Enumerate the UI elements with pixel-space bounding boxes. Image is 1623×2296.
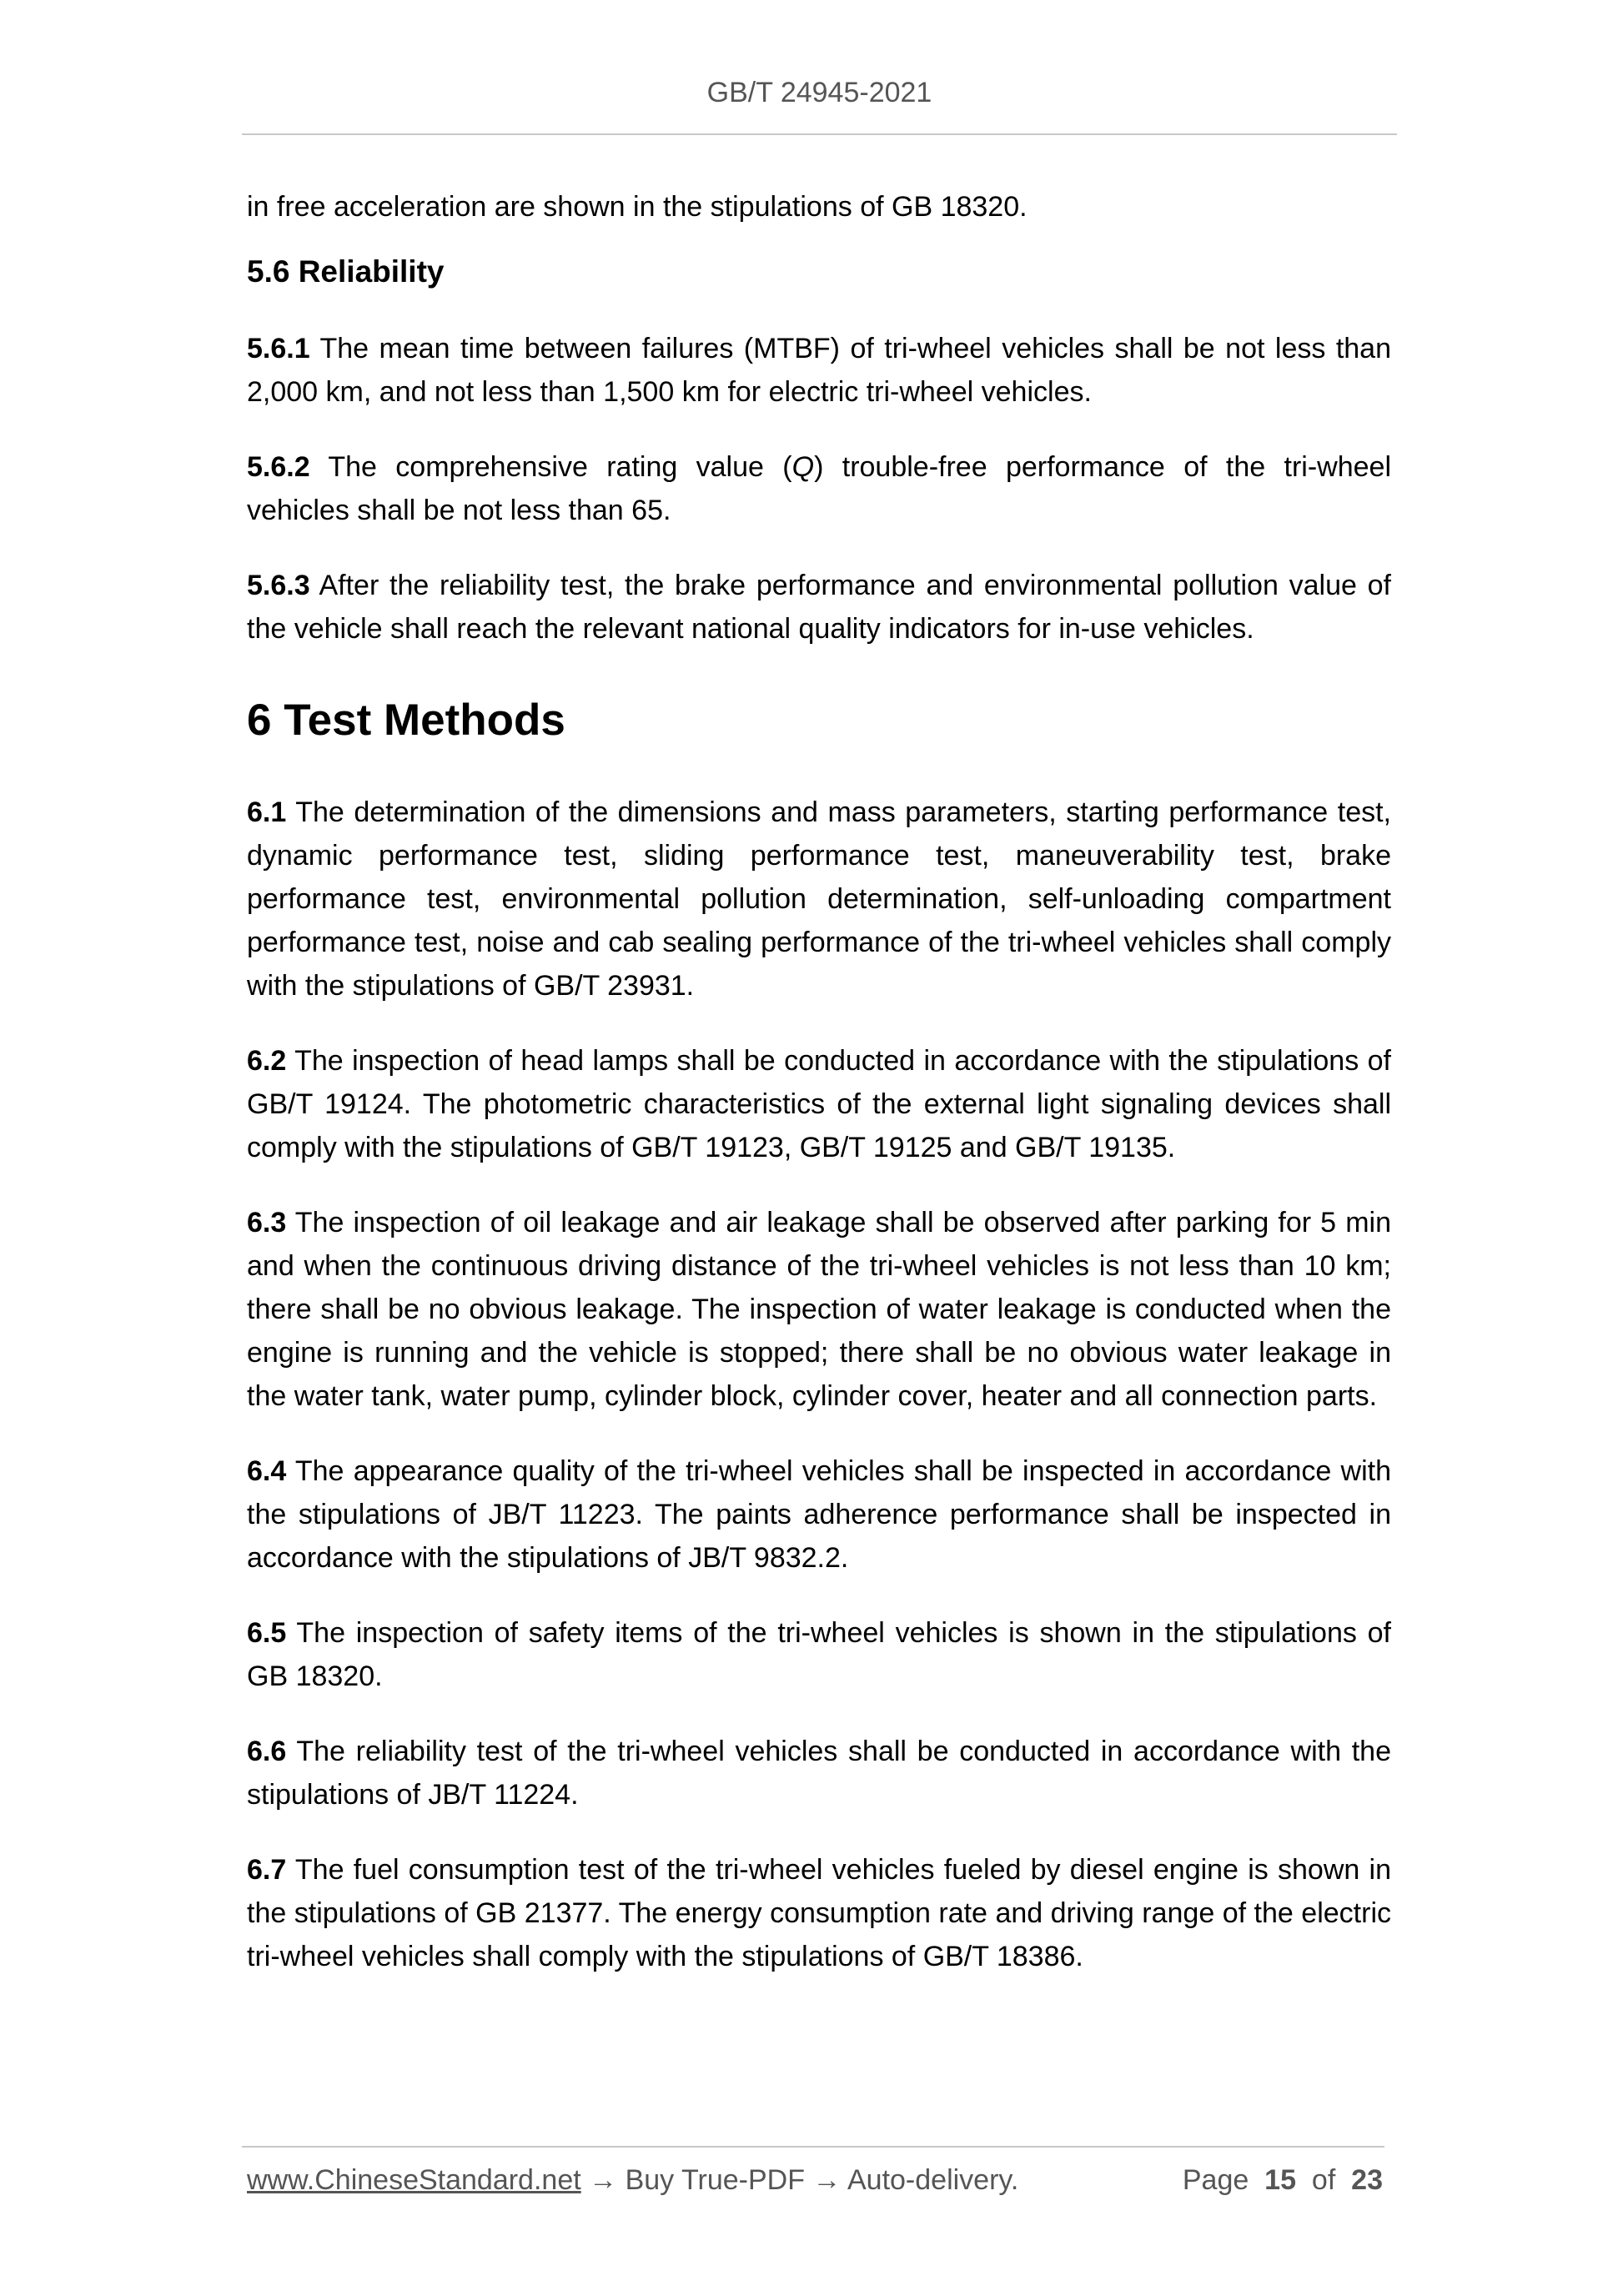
clause-number: 6.5	[247, 1617, 287, 1649]
section-heading-5-6: 5.6 Reliability	[247, 254, 445, 289]
page-label: Page	[1182, 2164, 1249, 2196]
buy-text: Buy True-PDF	[617, 2164, 813, 2196]
clause-number: 6.1	[247, 796, 287, 828]
header-divider	[242, 133, 1397, 135]
arrow-right-icon: →	[812, 2164, 842, 2196]
clause-text: ) trouble-free performance of the tri-wheel vehicles shall be not less than 65.	[247, 451, 1392, 526]
website-link[interactable]: www.ChineseStandard.net	[247, 2164, 581, 2196]
clause-6-7	[247, 1848, 1391, 1978]
page-total: 23	[1351, 2164, 1383, 2196]
clause-6-2	[247, 1039, 1391, 1169]
footer-promo	[589, 2164, 1018, 2196]
continued-paragraph: in free acceleration are shown in the stipulations of GB 18320.	[247, 191, 1028, 223]
page-counter	[1183, 2162, 1383, 2198]
footer-divider	[242, 2146, 1384, 2148]
clause-text: The fuel consumption test of the tri-wheel vehicles fueled by diesel engine is shown in the stipulations of GB 21377. The energy consumption rate and driving range of the electric tri-wheel vehicles shall comply with the stipulations of GB/T 18386.	[247, 1854, 1391, 1972]
clause-6-3	[247, 1201, 1391, 1418]
document-body	[247, 185, 1391, 2010]
clause-text: The reliability test of the tri-wheel vehicles shall be conducted in accordance with the stipulations of JB/T 11224.	[247, 1736, 1391, 1811]
symbol-q: Q	[791, 451, 815, 483]
clause-number: 5.6.1	[247, 333, 310, 364]
clause-6-5	[247, 1611, 1391, 1698]
clause-text: The determination of the dimensions and mass parameters, starting performance test, dynamic performance test, sliding performance test, maneuverability test, brake performance test, environmental pollution determination, self-unloading compartment performance test, noise and cab sealing performance of the tri-wheel vehicles shall comply with the stipulations of GB/T 23931.	[247, 796, 1391, 1002]
clause-number: 6.7	[247, 1854, 287, 1886]
clause-5-6-3	[247, 564, 1391, 651]
chapter-heading-6: 6 Test Methods	[247, 696, 565, 745]
clause-text: The inspection of head lamps shall be conducted in accordance with the stipulations of GB/T 19124. The photometric characteristics of the external light signaling devices shall comply with the stipulations of GB/T 19123, GB/T 19125 and GB/T 19135.	[247, 1045, 1391, 1163]
arrow-right-icon: →	[589, 2164, 618, 2196]
clause-number: 6.6	[247, 1736, 287, 1767]
clause-text: The appearance quality of the tri-wheel vehicles shall be inspected in accordance with the stipulations of JB/T 11223. The paints adherence performance shall be inspected in accordance with the stipulations of JB/T 9832.2.	[247, 1455, 1391, 1574]
clause-text: The mean time between failures (MTBF) of tri-wheel vehicles shall be not less than 2,000 km, and not less than 1,500 km for electric tri-wheel vehicles.	[247, 333, 1391, 408]
delivery-text: Auto-delivery.	[841, 2164, 1019, 2196]
clause-text: After the reliability test, the brake performance and environmental pollution value of the vehicle shall reach the relevant national quality indicators for in-use vehicles.	[247, 570, 1391, 645]
clause-number: 5.6.3	[247, 570, 310, 601]
clause-5-6-2	[247, 445, 1391, 532]
clause-text: The inspection of safety items of the tri-wheel vehicles is shown in the stipulations of GB 18320.	[247, 1617, 1391, 1692]
clause-6-4	[247, 1449, 1391, 1580]
clause-number: 5.6.2	[247, 451, 310, 483]
clause-text: The comprehensive rating value (	[309, 451, 792, 483]
clause-number: 6.2	[247, 1045, 287, 1077]
clause-number: 6.3	[247, 1207, 287, 1238]
clause-5-6-1	[247, 327, 1391, 414]
clause-6-1	[247, 791, 1391, 1007]
page-footer	[247, 2162, 1383, 2198]
clause-6-6	[247, 1730, 1391, 1816]
page-header	[242, 77, 1397, 109]
page-of: of	[1311, 2164, 1336, 2196]
clause-number: 6.4	[247, 1455, 287, 1487]
clause-text: The inspection of oil leakage and air leakage shall be observed after parking for 5 min and when the continuous driving distance of the tri-wheel vehicles is not less than 10 km; there shall be no obvious leakage. The inspection of water leakage is conducted when the engine is running and the vehicle is stopped; there shall be no obvious water leakage in the water tank, water pump, cylinder block, cylinder cover, heater and all connection parts.	[247, 1207, 1391, 1412]
page-current: 15	[1264, 2164, 1296, 2196]
document-id: GB/T 24945-2021	[706, 77, 932, 108]
